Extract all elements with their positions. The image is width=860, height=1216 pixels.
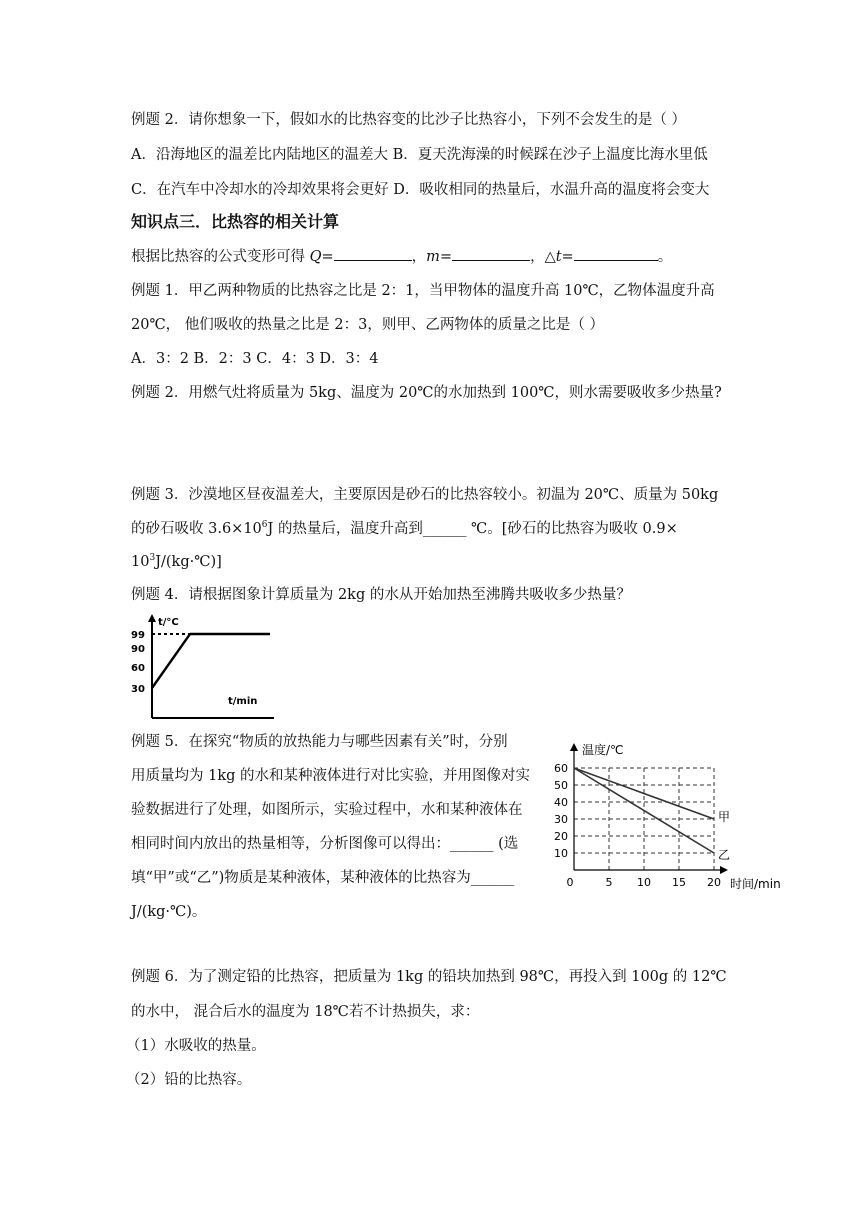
y-tick-label: 40	[554, 796, 568, 809]
formula-q: Q	[309, 249, 322, 265]
question-6-line2: 的水中， 混合后水的温度为 18℃若不计热损失，求：	[131, 1004, 480, 1020]
answer-blank-m[interactable]	[452, 246, 530, 261]
x-tick-label: 15	[672, 876, 686, 889]
y-axis-arrow	[570, 743, 578, 751]
question-5-line2: 用质量均为 1kg 的水和某种液体进行对比实验，并用图像对实	[131, 768, 531, 784]
x-tick-label: 20	[707, 876, 721, 889]
graph-tick-99: 99	[131, 630, 145, 641]
question-2-options-cd: C．在汽车中冷却水的冷却效果将会更好 D．吸收相同的热量后，水温升高的温度将会变大	[131, 182, 710, 198]
formula-t: t	[555, 249, 562, 265]
graph-heating-line	[152, 634, 190, 688]
question-6-sub2: （2）铅的比热容。	[126, 1072, 252, 1088]
x-axis-arrow	[720, 866, 728, 874]
answer-blank-q[interactable]	[334, 246, 412, 261]
y-tick-label: 10	[554, 847, 568, 860]
question-3-line1: 例题 3．沙漠地区昼夜温差大，主要原因是砂石的比热容较小。初温为 20℃、质量为 50kg	[131, 487, 719, 503]
question-2-stem: 例题 2．请你想象一下，假如水的比热容变的比沙子比热容小，下列不会发生的是（ ）	[131, 112, 686, 128]
question-5-line5: 填“甲”或“乙”)物质是某种液体，某种液体的比热容为______	[131, 870, 515, 886]
question-6-sub1: （1）水吸收的热量。	[126, 1038, 266, 1054]
formula-prefix: 根据比热容的公式变形可得	[131, 249, 310, 265]
chart-series	[574, 768, 730, 862]
formula-line: 根据比热容的公式变形可得 Q= ，m= ，△t= 。	[131, 246, 672, 267]
y-tick-label: 20	[554, 830, 568, 843]
x-tick-label: 10	[637, 876, 651, 889]
chart-grid	[574, 768, 714, 870]
question-2b: 例题 2．用燃气灶将质量为 5kg、温度为 20℃的水加热到 100℃，则水需要吸收多少热量?	[131, 385, 722, 401]
graph-tick-60: 60	[131, 663, 145, 674]
question-3-line3: $10^3J/(kg\cdot℃)$]	[131, 553, 222, 570]
question-4-text: 例题 4．请根据图象计算质量为 2kg 的水从开始加热至沸腾共吸收多少热量？	[131, 587, 631, 603]
series-label-0: 甲	[718, 810, 731, 824]
question-5-line6: J/(kg·℃)。	[131, 904, 207, 920]
section-heading: 知识点三．比热容的相关计算	[131, 212, 340, 231]
question-6-line1: 例题 6．为了测定铅的比热容，把质量为 1kg 的铅块加热到 98℃，再投入到 100g 的 12℃	[131, 969, 727, 985]
question-1-options: A．3：2 B．2：3 C．4：3 D．3：4	[131, 351, 379, 367]
question-3-line2: 的砂石吸收 $3.6\times 10^6J$ 的热量后，温度升高到______ ℃。[砂石的比热容为吸收 0.9×	[131, 520, 678, 537]
graph-tick-90: 90	[131, 644, 145, 655]
question-2-options-ab: A．沿海地区的温差比内陆地区的温差大 B．夏天洗海澡的时候踩在沙子上温度比海水里低	[131, 147, 708, 163]
graph-x-label: t/min	[228, 696, 258, 707]
question-5-line3: 验数据进行了处理，如图所示，实验过程中，水和某种液体在	[131, 802, 523, 818]
x-tick-label: 5	[605, 876, 613, 889]
answer-blank-dt[interactable]	[574, 246, 658, 261]
formula-m: m	[426, 249, 440, 265]
question-1-line2: 20℃， 他们吸收的热量之比是 2：3，则甲、乙两物体的质量之比是（ ）	[131, 317, 604, 333]
graph-y-label: t/°C	[158, 617, 179, 628]
y-tick-label: 30	[554, 813, 568, 826]
graph-tick-30: 30	[131, 684, 145, 695]
series-label-1: 乙	[718, 848, 731, 862]
y-tick-label: 60	[554, 762, 568, 775]
chart-y-label: 温度/℃	[582, 743, 624, 757]
x-tick-label: 0	[566, 876, 574, 889]
cooling-chart	[546, 738, 790, 898]
question-5-line1: 例题 5．在探究“物质的放热能力与哪些因素有关”时，分别	[131, 734, 508, 750]
question-1-line1: 例题 1．甲乙两种物质的比热容之比是 2：1，当甲物体的温度升高 10℃，乙物体温度升高	[131, 283, 715, 299]
y-tick-label: 50	[554, 779, 568, 792]
graph-y-arrow	[148, 614, 156, 622]
question-5-line4: 相同时间内放出的热量相等，分析图像可以得出：______ (选	[131, 836, 519, 852]
heating-graph	[128, 612, 278, 724]
chart-x-label: 时间/min	[730, 877, 781, 891]
chart-axes	[570, 743, 731, 874]
